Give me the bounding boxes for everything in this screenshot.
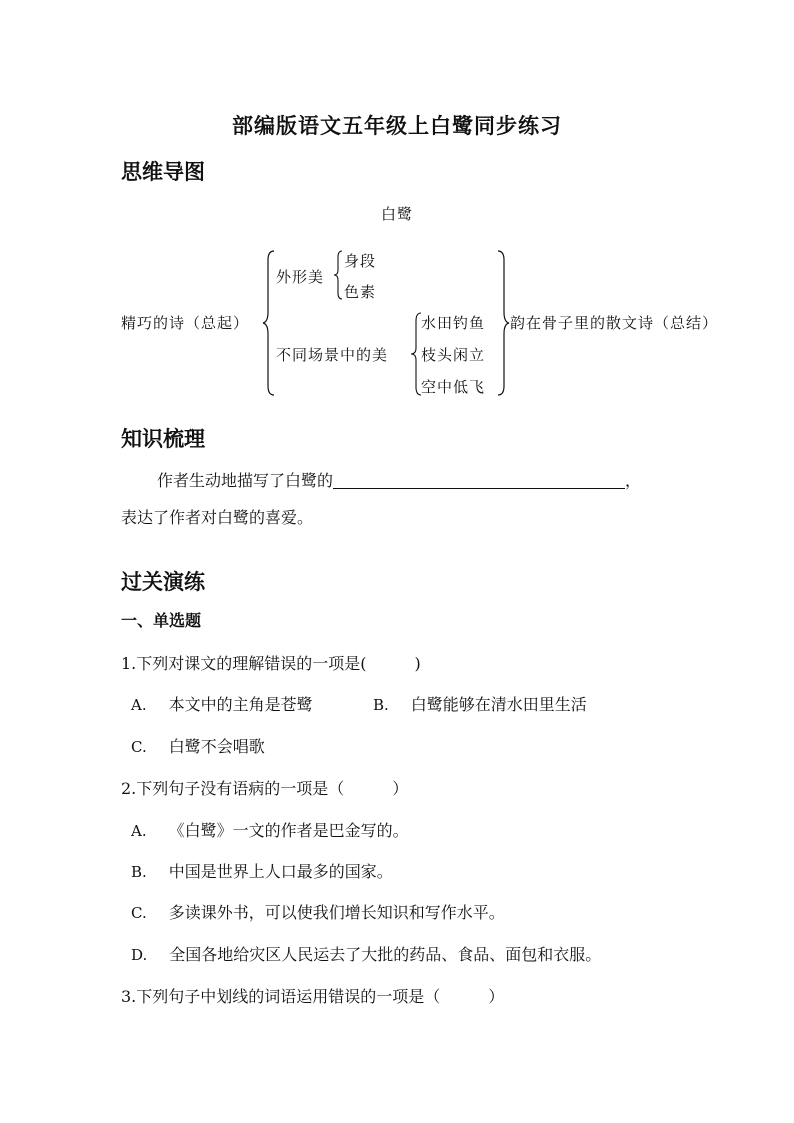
mindmap-appearance-brace (333, 250, 343, 300)
page-title: 部编版语文五年级上白鹭同步练习 (232, 114, 562, 138)
knowledge-line-1 (157, 468, 641, 491)
question-2-stem: 2.下列句子没有语病的一项是（ ） (121, 779, 409, 798)
knowledge-line-2: 表达了作者对白鹭的喜爱。 (121, 508, 314, 527)
section-heading-knowledge: 知识梳理 (121, 427, 205, 451)
option-label: B. (131, 863, 147, 881)
mindmap-appearance-item: 色素 (344, 283, 377, 301)
knowledge-line-1-end: ， (625, 471, 642, 490)
option-text: 多读课外书，可以使我们增长知识和写作水平。 (168, 903, 505, 922)
question-1-option-a[interactable] (131, 692, 313, 715)
option-text: 白鹭能够在清水田里生活 (410, 695, 587, 714)
mindmap-scene-item: 水田钓鱼 (421, 314, 486, 332)
question-1-stem: 1.下列对课文的理解错误的一项是( ) (121, 654, 421, 673)
option-label: C. (131, 904, 147, 922)
fill-blank-answer[interactable] (333, 472, 625, 489)
question-2-option-a[interactable] (131, 818, 409, 841)
option-text: 《白鹭》一文的作者是巴金写的。 (168, 821, 409, 840)
mindmap-branch-appearance: 外形美 (276, 268, 325, 286)
question-1-option-b[interactable] (373, 692, 587, 715)
mindmap-scene-item: 空中低飞 (421, 378, 486, 396)
option-label: C. (131, 738, 147, 756)
mindmap-scene-item: 枝头闲立 (421, 346, 486, 364)
mindmap-appearance-item: 身段 (344, 252, 377, 270)
question-2-option-b[interactable] (131, 859, 393, 882)
question-type-heading: 一、单选题 (121, 611, 202, 630)
question-2-option-c[interactable] (131, 900, 505, 923)
question-2-option-d[interactable] (131, 942, 601, 965)
mindmap-root: 白鹭 (381, 205, 414, 223)
mindmap-right-brace (496, 250, 510, 396)
section-heading-practice: 过关演练 (121, 570, 205, 594)
mindmap-left-brace (262, 250, 276, 396)
option-text: 全国各地给灾区人民运去了大批的药品、食品、面包和衣服。 (169, 945, 602, 964)
section-heading-mindmap: 思维导图 (121, 160, 205, 184)
option-label: D. (131, 946, 148, 964)
option-label: A. (131, 696, 147, 714)
option-label: B. (373, 696, 389, 714)
option-text: 白鹭不会唱歌 (168, 737, 265, 756)
knowledge-line-1-text: 作者生动地描写了白鹭的 (157, 471, 334, 490)
mindmap-right-node: 韵在骨子里的散文诗（总结） (510, 314, 719, 332)
option-text: 本文中的主角是苍鹭 (168, 695, 313, 714)
question-3-stem: 3.下列句子中划线的词语运用错误的一项是（ ） (121, 987, 505, 1006)
mindmap-left-node: 精巧的诗（总起） (121, 314, 250, 332)
mindmap-branch-scenes: 不同场景中的美 (276, 346, 389, 364)
question-1-option-c[interactable] (131, 734, 265, 757)
option-label: A. (131, 822, 147, 840)
option-text: 中国是世界上人口最多的国家。 (168, 862, 393, 881)
